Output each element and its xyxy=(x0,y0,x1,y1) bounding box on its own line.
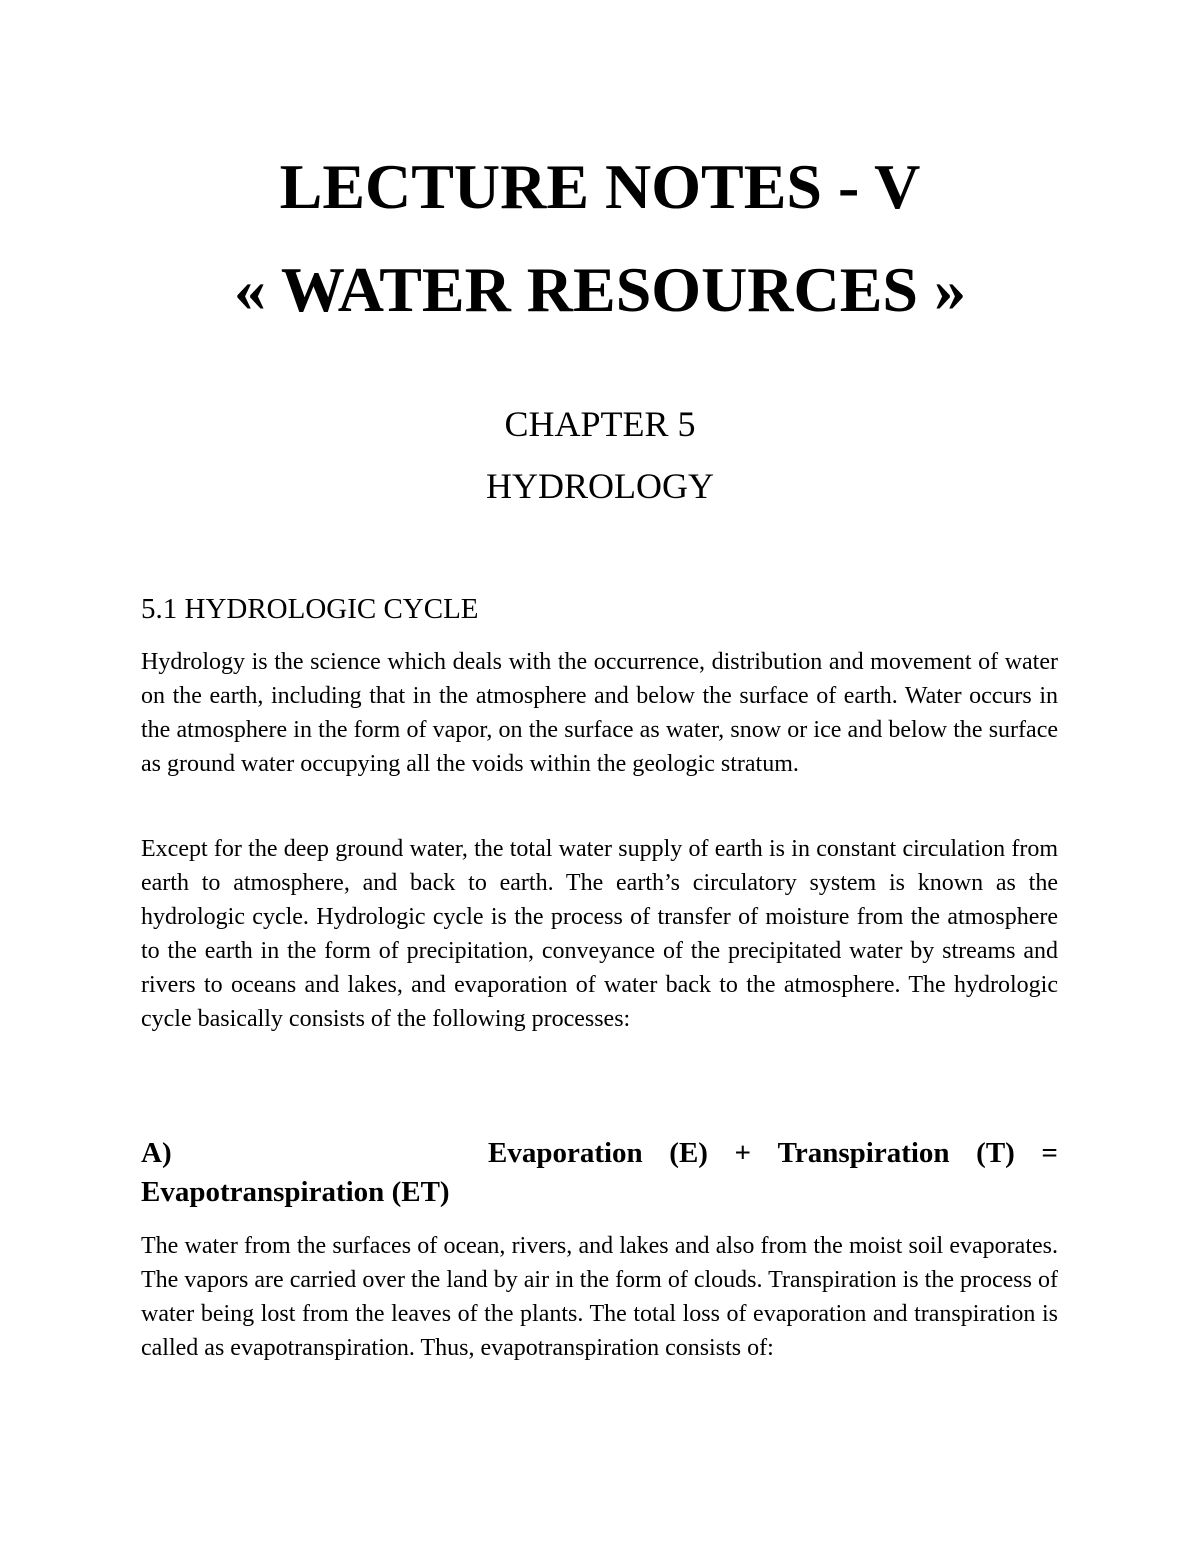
equation-term-evaporation: Evaporation xyxy=(488,1137,643,1169)
equation-result: Evapotranspiration (ET) xyxy=(141,1176,450,1208)
document-title-line-2: « WATER RESOURCES » xyxy=(233,254,967,325)
equation-symbol-e: (E) xyxy=(669,1137,708,1169)
subsection-heading xyxy=(141,1134,1058,1212)
document-title-line-1: LECTURE NOTES - V xyxy=(279,151,921,222)
equation-plus: + xyxy=(734,1137,752,1169)
chapter-number: CHAPTER 5 xyxy=(504,404,696,444)
equation-symbol-t: (T) xyxy=(976,1137,1015,1169)
section-paragraph-2: Except for the deep ground water, the total water supply of earth is in constant circulation from earth to atmosphere, and back to earth. The earth’s circulatory system is known as the hydrologic cycle. Hydrologic cycle is the process of transfer of moisture from the atmosphere to the earth in the form of precipitation, conveyance of the precipitated water by streams and rivers to oceans and lakes, and evaporation of water back to the atmosphere. The hydrologic cycle basically consists of the following processes: xyxy=(141,836,1058,1032)
subsection-label: A) xyxy=(141,1137,172,1169)
subsection-heading-row xyxy=(141,1134,1058,1173)
equation-terms xyxy=(488,1134,1058,1173)
equation-term-transpiration: Transpiration xyxy=(777,1137,950,1169)
section-heading: 5.1 HYDROLOGIC CYCLE xyxy=(141,593,479,625)
chapter-name: HYDROLOGY xyxy=(486,466,714,506)
subsection-paragraph: The water from the surfaces of ocean, rivers, and lakes and also from the moist soil evaporates. The vapors are carried over the land by air in the form of clouds. Transpiration is the process of water being lost from the leaves of the plants. The total loss of evaporation and transpiration is called as evapotranspiration. Thus, evapotranspiration consists of: xyxy=(141,1233,1058,1361)
section-paragraph-1: Hydrology is the science which deals with the occurrence, distribution and movement of water on the earth, including that in the atmosphere and below the surface of earth. Water occurs in the atmosphere in the form of vapor, on the surface as water, snow or ice and below the surface as ground water occupying all the voids within the geologic stratum. xyxy=(141,649,1058,777)
equation-equals: = xyxy=(1041,1137,1058,1169)
